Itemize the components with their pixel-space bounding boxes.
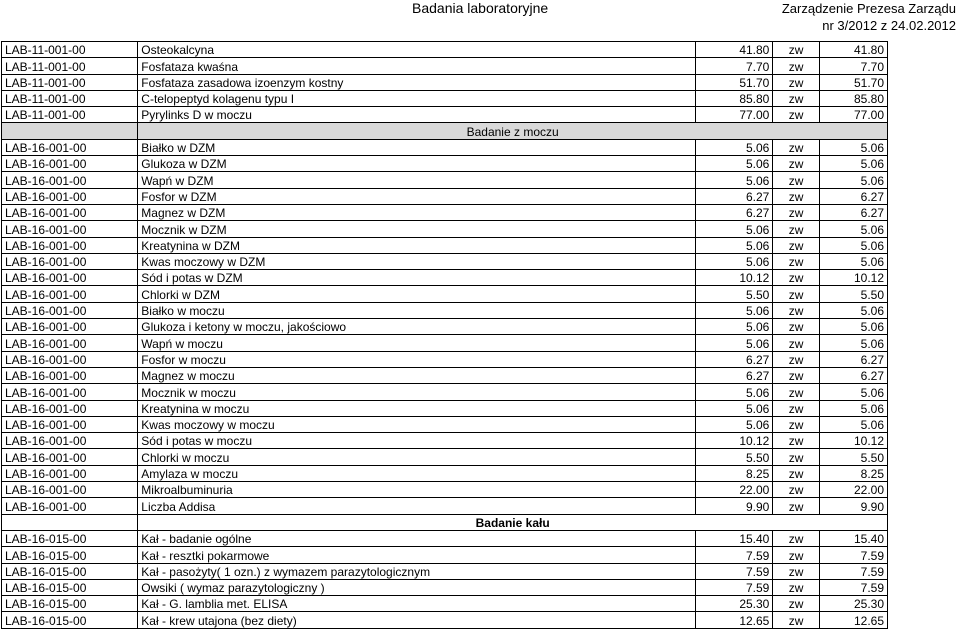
price-cell: 85.80	[695, 90, 772, 106]
table-row	[2, 58, 888, 74]
vat-cell: zw	[773, 384, 819, 400]
vat-cell: zw	[773, 74, 819, 90]
test-name-cell: Kał - krew utajona (bez diety)	[138, 612, 696, 628]
vat-cell: zw	[773, 351, 819, 367]
vat-cell: zw	[773, 319, 819, 335]
test-code-cell: LAB-16-015-00	[2, 563, 138, 579]
total-cell: 6.27	[819, 367, 887, 383]
price-cell: 5.06	[695, 400, 772, 416]
price-cell: 6.27	[695, 204, 772, 220]
vat-cell: zw	[773, 302, 819, 318]
total-cell: 6.27	[819, 351, 887, 367]
table-row	[2, 612, 888, 628]
test-name-cell: Amylaza w moczu	[138, 465, 696, 481]
table-row	[2, 596, 888, 612]
vat-cell: zw	[773, 416, 819, 432]
table-row	[2, 107, 888, 123]
vat-cell: zw	[773, 139, 819, 155]
document-title: Badania laboratoryjne	[412, 0, 549, 16]
section-code-cell	[2, 514, 138, 530]
test-code-cell: LAB-16-015-00	[2, 547, 138, 563]
table-row	[2, 335, 888, 351]
price-cell: 5.06	[695, 319, 772, 335]
total-cell: 7.59	[819, 547, 887, 563]
test-code-cell: LAB-16-001-00	[2, 204, 138, 220]
price-cell: 15.40	[695, 530, 772, 546]
price-cell: 7.70	[695, 58, 772, 74]
test-name-cell: Chlorki w moczu	[138, 449, 696, 465]
price-cell: 7.59	[695, 547, 772, 563]
regulation-reference	[782, 0, 956, 34]
table-row	[2, 384, 888, 400]
price-cell: 5.06	[695, 172, 772, 188]
table-row	[2, 270, 888, 286]
test-code-cell: LAB-16-001-00	[2, 433, 138, 449]
price-cell: 8.25	[695, 465, 772, 481]
total-cell: 8.25	[819, 465, 887, 481]
total-cell: 41.80	[819, 42, 887, 58]
vat-cell: zw	[773, 563, 819, 579]
test-code-cell: LAB-16-001-00	[2, 237, 138, 253]
table-row	[2, 482, 888, 498]
total-cell: 22.00	[819, 482, 887, 498]
test-code-cell: LAB-16-001-00	[2, 221, 138, 237]
vat-cell: zw	[773, 237, 819, 253]
table-row	[2, 530, 888, 546]
vat-cell: zw	[773, 253, 819, 269]
table-row	[2, 416, 888, 432]
test-code-cell: LAB-16-001-00	[2, 498, 138, 514]
price-cell: 5.06	[695, 384, 772, 400]
price-cell: 77.00	[695, 107, 772, 123]
test-name-cell: Mikroalbuminuria	[138, 482, 696, 498]
section-title: Badanie z moczu	[138, 123, 888, 139]
table-row	[2, 302, 888, 318]
test-code-cell: LAB-16-015-00	[2, 579, 138, 595]
table-row	[2, 563, 888, 579]
section-header-row	[2, 514, 888, 530]
test-code-cell: LAB-16-015-00	[2, 612, 138, 628]
vat-cell: zw	[773, 172, 819, 188]
total-cell: 7.59	[819, 563, 887, 579]
test-name-cell: Mocznik w DZM	[138, 221, 696, 237]
vat-cell: zw	[773, 270, 819, 286]
table-row	[2, 286, 888, 302]
price-cell: 5.06	[695, 335, 772, 351]
price-cell: 12.65	[695, 612, 772, 628]
price-cell: 22.00	[695, 482, 772, 498]
table-row	[2, 204, 888, 220]
test-name-cell: Fosfor w DZM	[138, 188, 696, 204]
test-code-cell: LAB-11-001-00	[2, 107, 138, 123]
test-name-cell: Pyrylinks D w moczu	[138, 107, 696, 123]
table-row	[2, 433, 888, 449]
table-row	[2, 579, 888, 595]
vat-cell: zw	[773, 90, 819, 106]
test-name-cell: C-telopeptyd kolagenu typu I	[138, 90, 696, 106]
table-row	[2, 188, 888, 204]
test-name-cell: Kał - G. lamblia met. ELISA	[138, 596, 696, 612]
vat-cell: zw	[773, 433, 819, 449]
test-code-cell: LAB-16-001-00	[2, 416, 138, 432]
test-name-cell: Glukoza i ketony w moczu, jakościowo	[138, 319, 696, 335]
test-code-cell: LAB-16-001-00	[2, 286, 138, 302]
vat-cell: zw	[773, 42, 819, 58]
test-code-cell: LAB-16-001-00	[2, 188, 138, 204]
total-cell: 5.06	[819, 156, 887, 172]
price-cell: 6.27	[695, 351, 772, 367]
test-code-cell: LAB-16-001-00	[2, 465, 138, 481]
table-row	[2, 547, 888, 563]
regulation-line-2: nr 3/2012 z 24.02.2012	[822, 18, 956, 33]
price-cell: 5.06	[695, 156, 772, 172]
test-code-cell: LAB-16-001-00	[2, 139, 138, 155]
price-cell: 5.06	[695, 416, 772, 432]
table-row	[2, 90, 888, 106]
vat-cell: zw	[773, 449, 819, 465]
test-code-cell: LAB-16-001-00	[2, 384, 138, 400]
price-cell: 9.90	[695, 498, 772, 514]
total-cell: 5.06	[819, 302, 887, 318]
test-code-cell: LAB-16-001-00	[2, 351, 138, 367]
test-code-cell: LAB-16-001-00	[2, 302, 138, 318]
test-code-cell: LAB-16-001-00	[2, 449, 138, 465]
total-cell: 25.30	[819, 596, 887, 612]
test-name-cell: Fosfor w moczu	[138, 351, 696, 367]
table-row	[2, 400, 888, 416]
vat-cell: zw	[773, 579, 819, 595]
test-code-cell: LAB-16-001-00	[2, 156, 138, 172]
test-name-cell: Kał - badanie ogólne	[138, 530, 696, 546]
vat-cell: zw	[773, 498, 819, 514]
test-code-cell: LAB-16-001-00	[2, 253, 138, 269]
test-code-cell: LAB-16-001-00	[2, 482, 138, 498]
total-cell: 5.06	[819, 384, 887, 400]
test-code-cell: LAB-16-001-00	[2, 270, 138, 286]
test-code-cell: LAB-11-001-00	[2, 58, 138, 74]
table-row	[2, 172, 888, 188]
test-name-cell: Glukoza w DZM	[138, 156, 696, 172]
total-cell: 10.12	[819, 270, 887, 286]
price-cell: 5.06	[695, 237, 772, 253]
price-cell: 41.80	[695, 42, 772, 58]
price-cell: 5.50	[695, 449, 772, 465]
test-code-cell: LAB-16-001-00	[2, 400, 138, 416]
test-code-cell: LAB-11-001-00	[2, 74, 138, 90]
total-cell: 9.90	[819, 498, 887, 514]
price-cell: 5.06	[695, 302, 772, 318]
vat-cell: zw	[773, 58, 819, 74]
price-cell: 7.59	[695, 579, 772, 595]
total-cell: 5.06	[819, 139, 887, 155]
test-name-cell: Liczba Addisa	[138, 498, 696, 514]
total-cell: 5.50	[819, 286, 887, 302]
table-row	[2, 74, 888, 90]
table-row	[2, 465, 888, 481]
regulation-line-1: Zarządzenie Prezesa Zarządu	[781, 1, 956, 16]
vat-cell: zw	[773, 530, 819, 546]
test-name-cell: Mocznik w moczu	[138, 384, 696, 400]
test-name-cell: Sód i potas w DZM	[138, 270, 696, 286]
test-name-cell: Osteokalcyna	[138, 42, 696, 58]
total-cell: 15.40	[819, 530, 887, 546]
test-code-cell: LAB-16-001-00	[2, 367, 138, 383]
test-name-cell: Magnez w DZM	[138, 204, 696, 220]
vat-cell: zw	[773, 204, 819, 220]
vat-cell: zw	[773, 547, 819, 563]
test-name-cell: Magnez w moczu	[138, 367, 696, 383]
test-name-cell: Owsiki ( wymaz parazytologiczny )	[138, 579, 696, 595]
price-cell: 10.12	[695, 270, 772, 286]
table-row	[2, 221, 888, 237]
total-cell: 5.06	[819, 221, 887, 237]
total-cell: 5.06	[819, 237, 887, 253]
price-table-body	[2, 42, 888, 629]
vat-cell: zw	[773, 221, 819, 237]
total-cell: 7.70	[819, 58, 887, 74]
test-name-cell: Białko w DZM	[138, 139, 696, 155]
test-code-cell: LAB-16-001-00	[2, 172, 138, 188]
price-cell: 7.59	[695, 563, 772, 579]
price-cell: 10.12	[695, 433, 772, 449]
total-cell: 10.12	[819, 433, 887, 449]
total-cell: 77.00	[819, 107, 887, 123]
table-row	[2, 139, 888, 155]
table-row	[2, 156, 888, 172]
vat-cell: zw	[773, 188, 819, 204]
price-cell: 5.06	[695, 221, 772, 237]
total-cell: 85.80	[819, 90, 887, 106]
section-header-row	[2, 123, 888, 139]
table-row	[2, 319, 888, 335]
price-cell: 5.50	[695, 286, 772, 302]
total-cell: 5.06	[819, 400, 887, 416]
total-cell: 6.27	[819, 188, 887, 204]
price-cell: 5.06	[695, 139, 772, 155]
total-cell: 5.06	[819, 319, 887, 335]
price-cell: 25.30	[695, 596, 772, 612]
total-cell: 7.59	[819, 579, 887, 595]
table-row	[2, 237, 888, 253]
table-row	[2, 253, 888, 269]
test-name-cell: Kreatynina w moczu	[138, 400, 696, 416]
test-name-cell: Białko w moczu	[138, 302, 696, 318]
test-code-cell: LAB-16-015-00	[2, 530, 138, 546]
test-name-cell: Wapń w DZM	[138, 172, 696, 188]
test-code-cell: LAB-16-001-00	[2, 335, 138, 351]
vat-cell: zw	[773, 156, 819, 172]
test-name-cell: Kreatynina w DZM	[138, 237, 696, 253]
test-name-cell: Fosfataza zasadowa izoenzym kostny	[138, 74, 696, 90]
price-cell: 6.27	[695, 188, 772, 204]
vat-cell: zw	[773, 400, 819, 416]
test-code-cell: LAB-11-001-00	[2, 42, 138, 58]
test-code-cell: LAB-16-001-00	[2, 319, 138, 335]
section-code-cell	[2, 123, 138, 139]
total-cell: 5.06	[819, 172, 887, 188]
price-cell: 5.06	[695, 253, 772, 269]
table-row	[2, 42, 888, 58]
table-row	[2, 449, 888, 465]
vat-cell: zw	[773, 482, 819, 498]
test-name-cell: Wapń w moczu	[138, 335, 696, 351]
test-name-cell: Kwas moczowy w moczu	[138, 416, 696, 432]
vat-cell: zw	[773, 465, 819, 481]
test-code-cell: LAB-16-015-00	[2, 596, 138, 612]
table-row	[2, 498, 888, 514]
test-name-cell: Kał - pasożyty( 1 ozn.) z wymazem parazytologicznym	[138, 563, 696, 579]
vat-cell: zw	[773, 612, 819, 628]
table-row	[2, 367, 888, 383]
vat-cell: zw	[773, 286, 819, 302]
total-cell: 6.27	[819, 204, 887, 220]
test-name-cell: Fosfataza kwaśna	[138, 58, 696, 74]
price-cell: 51.70	[695, 74, 772, 90]
vat-cell: zw	[773, 367, 819, 383]
total-cell: 5.50	[819, 449, 887, 465]
total-cell: 12.65	[819, 612, 887, 628]
total-cell: 5.06	[819, 416, 887, 432]
vat-cell: zw	[773, 335, 819, 351]
price-table	[1, 41, 888, 629]
price-cell: 6.27	[695, 367, 772, 383]
test-name-cell: Chlorki w DZM	[138, 286, 696, 302]
test-name-cell: Sód i potas w moczu	[138, 433, 696, 449]
vat-cell: zw	[773, 596, 819, 612]
test-name-cell: Kał - resztki pokarmowe	[138, 547, 696, 563]
total-cell: 5.06	[819, 253, 887, 269]
table-row	[2, 351, 888, 367]
total-cell: 51.70	[819, 74, 887, 90]
section-title: Badanie kału	[138, 514, 888, 530]
vat-cell: zw	[773, 107, 819, 123]
total-cell: 5.06	[819, 335, 887, 351]
test-name-cell: Kwas moczowy w DZM	[138, 253, 696, 269]
test-code-cell: LAB-11-001-00	[2, 90, 138, 106]
